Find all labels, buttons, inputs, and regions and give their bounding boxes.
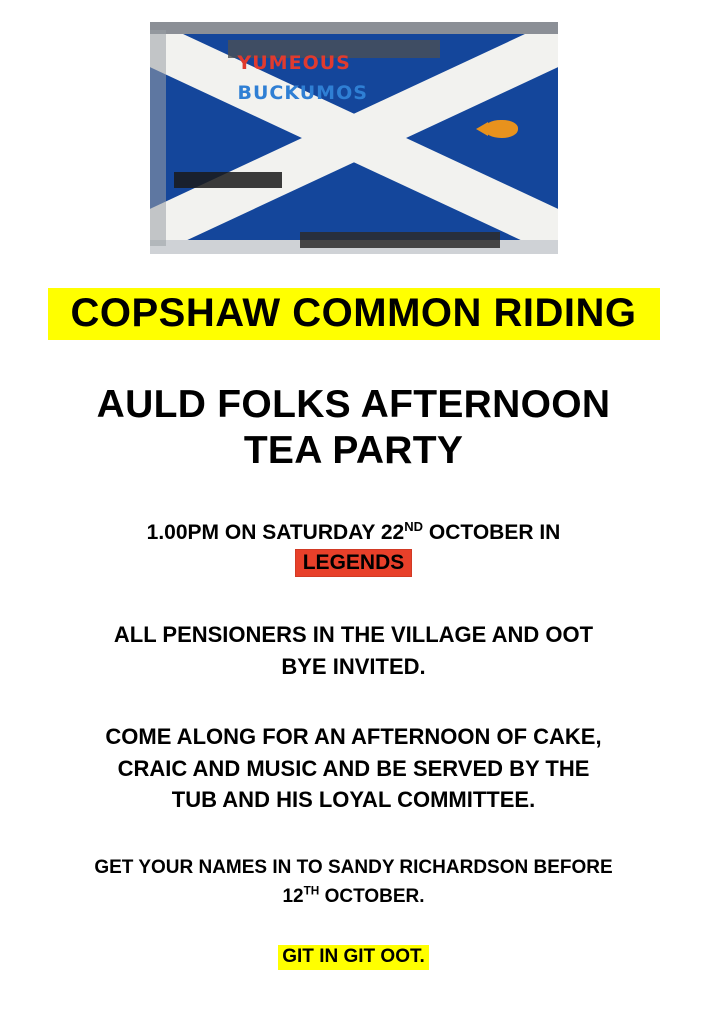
fish-icon	[476, 118, 522, 140]
event-subtitle-line-2: TEA PARTY	[243, 429, 464, 473]
photo-left-edge	[150, 30, 166, 246]
rsvp-line-1: GET YOUR NAMES IN TO SANDY RICHARDSON BEFORE	[94, 857, 613, 879]
fish-body	[484, 120, 518, 138]
event-venue-line	[44, 548, 664, 578]
photo-dark-band-left	[174, 172, 282, 188]
event-time-line	[44, 518, 664, 548]
invitation-line-2: BYE INVITED.	[281, 653, 426, 679]
flag-photo-image	[150, 22, 558, 254]
invitation-line-1: ALL PENSIONERS IN THE VILLAGE AND OOT	[113, 621, 594, 647]
event-subtitle-line-1: AULD FOLKS AFTERNOON	[96, 383, 611, 426]
rsvp-deadline-day: 12	[282, 885, 304, 907]
photo-dark-band-lower	[300, 232, 500, 248]
come-along-line-1: COME ALONG FOR AN AFTERNOON OF CAKE,	[105, 723, 602, 749]
event-title-banner	[48, 288, 660, 340]
rsvp-text	[29, 854, 679, 911]
closing-line: GIT IN GIT OOT.	[278, 945, 429, 970]
poster-page	[0, 22, 707, 1022]
event-subtitle	[34, 382, 674, 474]
banner-letter-block-2: BUCKUMOS	[237, 82, 368, 104]
event-venue-highlight: LEGENDS	[295, 549, 413, 577]
come-along-line-2: CRAIC AND MUSIC AND BE SERVED BY THE	[117, 755, 590, 781]
closing-line-wrap	[0, 945, 707, 970]
event-date-ordinal: ND	[404, 519, 424, 535]
invitation-text	[44, 619, 664, 683]
event-time-suffix: OCTOBER IN	[423, 521, 561, 545]
event-time-prefix: 1.00PM ON SATURDAY 22	[146, 521, 405, 545]
rsvp-line-2	[29, 883, 679, 912]
flag-photo	[150, 22, 558, 254]
banner-letter-block-1: YUMEOUS	[237, 52, 351, 74]
come-along-text	[44, 721, 664, 817]
come-along-line-3: TUB AND HIS LOYAL COMMITTEE.	[171, 787, 536, 813]
photo-banner-lettering	[238, 48, 428, 116]
event-time-and-venue	[44, 518, 664, 579]
rsvp-deadline-month: OCTOBER.	[319, 885, 425, 907]
rsvp-deadline-ordinal: TH	[303, 884, 320, 898]
page-title: COPSHAW COMMON RIDING	[70, 291, 637, 335]
photo-top-strip	[150, 22, 558, 34]
